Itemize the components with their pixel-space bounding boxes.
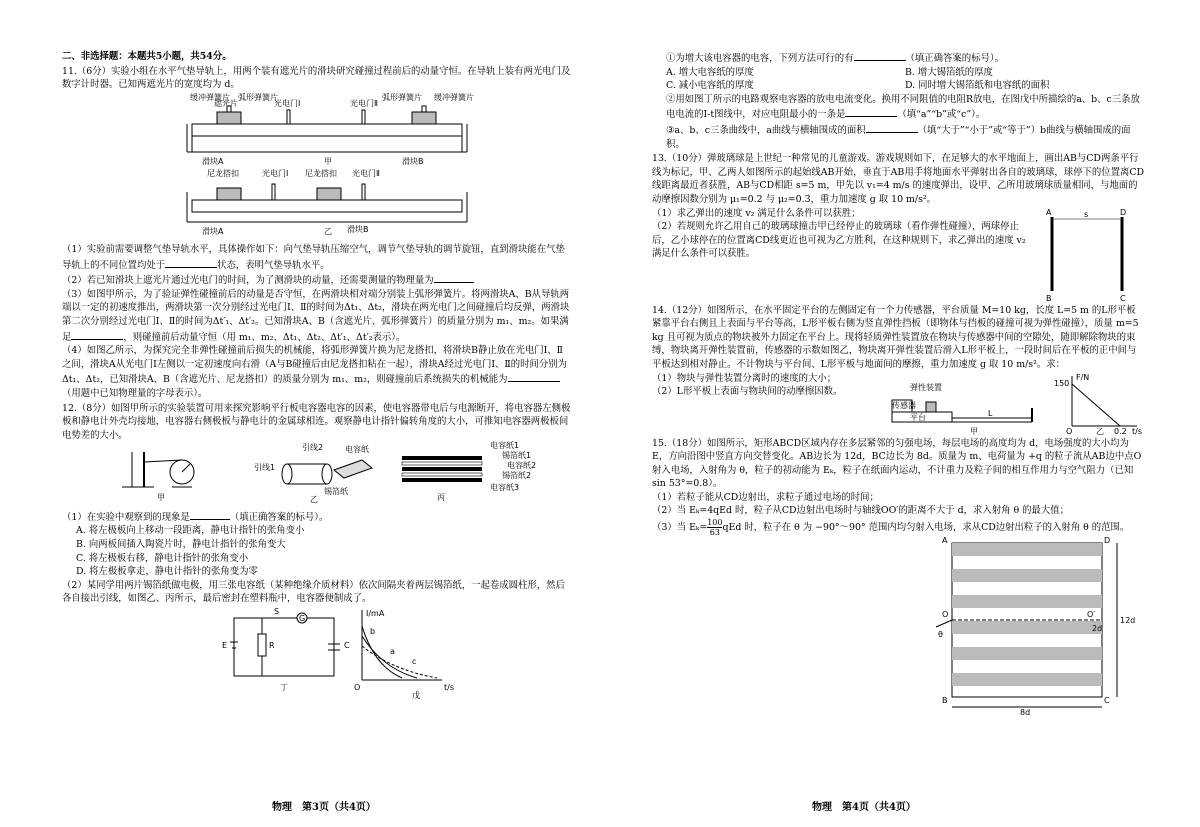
q15-part3: （3）当 Eₖ= $\frac{100}{63}$ qEd 时，粒子在 θ 为 −90°～90° 范围内均匀射入电场，求从CD边射出粒子的入射角 θ 的范围。 xyxy=(652,518,1130,538)
q14-yi-label: 乙 xyxy=(1096,426,1104,436)
q12-right-part1: ①为增大该电容器的电容，下列方法可行的有 （填正确答案的标号）。 xyxy=(652,50,1144,66)
q12-bing-tin1: 锡箔纸1 xyxy=(502,451,532,461)
footer-right: 物理 第4页（共4页） xyxy=(812,802,916,813)
q14-part2: （2）L形平板上表面与物块间的动摩擦因数。 xyxy=(652,386,843,398)
q13-intro: 13.（10分）弹玻璃球是上世纪一种常见的儿童游戏。游戏规则如下，在足够大的水平地面上，画出AB与CD两条平行线为标记，甲、乙两人如图所示的起始线AB开始，垂直于AB用手将地面水平弹射出各自的玻璃球，球停下的位置离CD线距离最近者获胜，AB与CD相距 s=5 m，甲先以 v₁=4 m/s 的速度弹出，设甲、乙所用玻璃球质量相同，与地面的动摩擦因数分别为 μ₁=0.2 与 μ₂=0.3，重力加速度 g 取 10 m/s²。 xyxy=(652,153,1145,205)
q12-right-option-b: B. 增大锡箔纸的厚度 xyxy=(905,66,993,78)
fig-label-jia: 甲 xyxy=(324,156,332,166)
q12-yi-lead1: 引线1 xyxy=(254,463,276,473)
q15-intro: 15.（18分）如图所示，矩形ABCD区域内存在多层紧邻的匀强电场，每层电场的高度均为 d，电场强度的大小均为 E，方向沿图中竖直方向交替变化。AB边长为 12d，BC边长为 8d。质量为 m、电荷量为 +q 的粒子流从AB边中点O射入电场，入射角为 θ，粒子的初动能为 Eₖ，粒子在纸面内运动，不计重力及粒子间的相互作用力与空气阻力（已知 sin 53°=0.8）。 xyxy=(652,437,1142,490)
fig-label-shutter: 遮光片 xyxy=(214,98,238,108)
q11-intro: 11.（6分）实验小组在水平气垫导轨上，用两个装有遮光片的滑块研究碰撞过程前后的动量守恒。在导轨上装有两光电门及数字计时器。已知两遮光片的宽度均为 d。 xyxy=(62,65,571,91)
q12-option-b: B. 向两板间插入陶瓷片时，静电计指针的张角变大 xyxy=(76,539,286,551)
q12-wu-c: c xyxy=(412,657,417,667)
fig-label-slider-a: 滑块A xyxy=(202,156,224,166)
q12-right-part3: ③a、b、c三条曲线中，a曲线与横轴围成的面积 （填“大于”“小于”或“等于”）b曲线与横轴围成的面积。 xyxy=(652,122,1144,151)
fig-label-slider-b: 滑块B xyxy=(402,156,424,166)
q12-wu-xlabel: t/s xyxy=(444,683,454,693)
q12-figures-bottom xyxy=(62,606,572,700)
q13-D: D xyxy=(1120,207,1127,217)
q12-option-c: C. 将左极板右移，静电计指针的张角变小 xyxy=(76,552,249,564)
q12-yi-label: 乙 xyxy=(310,495,318,505)
q12-ding-label: 丁 xyxy=(280,683,288,693)
q12-ding-G: G xyxy=(299,614,306,624)
q13-part1: （1）求乙弹出的速度 v₂ 满足什么条件可以获胜； xyxy=(652,207,861,219)
q12-bing-cap1: 电容纸1 xyxy=(490,441,520,451)
q15-D: D xyxy=(1104,536,1111,546)
right-page xyxy=(652,0,1144,827)
q13-row xyxy=(652,207,1144,303)
q12-right-option-a: A. 增大电容纸的厚度 xyxy=(666,66,754,78)
fig-yi-slider-b: 滑块B xyxy=(347,225,369,235)
q12-yi-cap-paper: 电容纸 xyxy=(345,445,369,455)
q12-wu-a: a xyxy=(390,647,395,657)
q14-row xyxy=(652,372,1144,436)
q15-theta: θ xyxy=(938,630,943,640)
q14-jia-label: 甲 xyxy=(970,426,978,436)
q15-part1: （1）若粒子能从CD边射出，求粒子通过电场的时间； xyxy=(652,491,879,503)
fig-label-velcro2: 尼龙搭扣 xyxy=(305,168,337,178)
q14-intro: 14.（12分）如图所示，在水平固定平台的左侧固定有一个力传感器，平台质量 M=10 kg，长度 L=5 m 的L形平板紧靠平台右侧且上表面与平台等高，L形平板右侧为竖直弹性挡板（即物体与挡板的碰撞可视为弹性碰撞），质量 m=5 kg 且可视为质点的物块被外力固定在平台上。现将轻质弹性装置放在物块与传感器中间的空隙处，随即解除物块的束缚，物块离开弹性装置前，传感器的示数如图乙，物块离开弹性装置后滑入L形平板上，一段时间后在平板的正中间与平板达到相对静止。不计物块与平台间、L形平板与地面间的摩擦，重力加速度 g 取 10 m/s²。求： xyxy=(652,304,1139,370)
fig-label-gate2: 光电门Ⅱ xyxy=(350,98,378,108)
q11-part4: （4）如图乙所示，为探究完全非弹性碰撞前后损失的机械能，将弧形弹簧片换为尼龙搭扣，将滑块B静止放在光电门Ⅰ、Ⅱ之间，滑块A从光电门Ⅰ左侧以一定初速度向右滑（A与B碰撞后由尼龙搭扣粘在一起），滑块A经过光电门Ⅰ、Ⅱ的时间分别为Δt₁、Δt₂，已知滑块A、B（含遮光片、尼龙搭扣）的质量分别为 m₁、m₂，则碰撞前后系统损失的机械能为（用题中已知物理量的字母表示）。 xyxy=(62,345,568,399)
q15-12d: 12d xyxy=(1120,616,1136,626)
q15-figure xyxy=(932,536,1136,718)
q12-wu-label: 戊 xyxy=(412,691,420,701)
q11-figure-jia xyxy=(62,92,572,178)
fig-yi-slider-a: 滑块A xyxy=(202,227,224,237)
q12-option-a: A. 将左极板向上移动一段距离，静电计指针的张角变小 xyxy=(76,525,305,537)
q12-wu-b: b xyxy=(370,627,376,637)
q13-s: s xyxy=(1084,209,1089,219)
q12-ding-C: C xyxy=(344,641,350,651)
q11-part3: （3）如图甲所示，为了验证弹性碰撞前后的动量是否守恒，在两滑块相对端分别装上弧形弹簧片。将两滑块A、B从导轨两端以一定的初速度推出，两滑块第一次分别经过光电门Ⅰ、Ⅱ的时间为Δt₁、Δt₂，滑块在两光电门之间碰撞后均反弹，两滑块第二次分别经过光电门Ⅰ、Ⅱ的时间为Δt′₁、Δt′₂。已知滑块A、B（含遮光片、弧形弹簧片）的质量分别为 m₁、m₂。如果满足 ，则碰撞前后动量守恒（用 m₁、m₂、Δt₁、Δt₂、Δt′₁、Δt′₂表示）。 xyxy=(62,288,570,343)
q12-yi-tin: 锡箔纸 xyxy=(324,487,348,497)
q12-bing-cap3: 电容纸3 xyxy=(490,483,520,493)
fig-yi-label: 乙 xyxy=(324,227,332,237)
q12-figures-top xyxy=(62,442,572,504)
q12-option-d: D. 将左极板拿走，静电计指针的张角变为零 xyxy=(76,566,258,578)
q15-8d: 8d xyxy=(1020,708,1031,718)
q12-bing-tin2: 锡箔纸2 xyxy=(502,471,532,481)
q13-figure xyxy=(1032,207,1142,303)
q14-yi-ytick: 150 xyxy=(1054,378,1070,388)
fig-label-arc-spring2: 弧形弹簧片 xyxy=(382,92,422,102)
q13-part2: （2）若规则允许乙用自己的玻璃球撞击甲已经停止的玻璃球（看作弹性碰撞），两球停止后，乙小球停在的位置离CD线更近也可视为乙方胜利，在这种规则下，求乙弹出的速度 v₂ 满足什么条件可以获胜。 xyxy=(652,221,1026,260)
q12-yi-lead2: 引线2 xyxy=(302,443,324,453)
q12-wu-O: O xyxy=(354,683,361,693)
q14-yi-O: O xyxy=(1066,426,1073,436)
q14-figures xyxy=(892,372,1144,436)
q15-part2: （2）当 Eₖ=4qEd 时，粒子从CD边射出电场时与轴线OO′的距离不大于 d，求入射角 θ 的最大值； xyxy=(652,505,1070,517)
q12-bing-label: 丙 xyxy=(437,493,445,503)
q14-platform: 平台 xyxy=(910,412,926,422)
q12-part1: （1）在实验中观察到的现象是 （填正确答案的标号）。 xyxy=(62,509,572,525)
fig-label-velcro: 尼龙搭扣 xyxy=(207,168,239,178)
q12-ding-S: S xyxy=(274,607,280,617)
q12-ding-R: R xyxy=(269,641,275,651)
footer-left: 物理 第3页（共4页） xyxy=(272,802,376,813)
fig-label-buffer-left: 缓冲弹簧片 xyxy=(190,92,230,102)
fig-label-arc-spring: 弧形弹簧片 xyxy=(238,92,278,102)
left-page xyxy=(62,0,572,827)
q12-right-part2: ②用如图丁所示的电路观察电容器的放电电流变化。换用不同阻值的电阻R放电，在图戊中所描绘的a、b、c三条放电电流的I-t图线中，对应电阻最小的一条是 （填“a”“b”或“c”）。 xyxy=(666,93,1140,121)
q15-A: A xyxy=(942,536,948,546)
q15-O: O xyxy=(942,610,949,620)
q12-wu-ylabel: I/mA xyxy=(366,609,385,619)
q15-O2: O′ xyxy=(1087,610,1096,620)
q12-bing-cap2: 电容纸2 xyxy=(507,461,537,471)
q13-C: C xyxy=(1120,293,1126,303)
q15-2d: 2d xyxy=(1092,624,1103,634)
q15-B: B xyxy=(942,696,948,706)
q14-L: L xyxy=(988,408,993,418)
q15-C: C xyxy=(1104,696,1110,706)
q13-B: B xyxy=(1046,293,1052,303)
q12-ding-E: E xyxy=(222,641,228,651)
q14-yi-xlabel: t/s xyxy=(1132,426,1142,436)
q13-A: A xyxy=(1046,207,1052,217)
q11-part1: （1）实验前需要调整气垫导轨水平，具体操作如下：向气垫导轨压缩空气，调节气垫导轨的调节旋钮，直到滑块能在气垫导轨上的不同位置均处于 状态，表明气垫导轨水平。 xyxy=(62,243,565,271)
q14-spring: 弹性装置 xyxy=(910,382,942,392)
q12-fig-jia-label: 甲 xyxy=(157,493,165,503)
fig-label-gate1: 光电门Ⅰ xyxy=(274,98,301,108)
q14-yi-ylabel: F/N xyxy=(1076,372,1090,382)
q12-intro: 12.（8分）如图甲所示的实验装置可用来探究影响平行板电容器电容的因素，使电容器带电后与电源断开，将电容器左侧极板和静电计外壳均接地，电容器右侧极板与静电计的金属球相连。观察静电计指针偏转角度的大小，可推知电容器两极板间电势差的大小。 xyxy=(62,402,571,441)
q12-right-option-d: D. 同时增大锡箔纸和电容纸的面积 xyxy=(905,80,1050,92)
q11-figure-yi xyxy=(62,182,572,238)
section-title: 二、非选择题：本题共5小题，共54分。 xyxy=(62,51,232,62)
q12-right-option-c: C. 减小电容纸的厚度 xyxy=(666,80,754,92)
fig-label-buffer-right: 缓冲弹簧片 xyxy=(434,92,474,102)
q14-part1: （1）物块与弹性装置分离时的速度的大小； xyxy=(652,372,837,384)
q12-right-options xyxy=(652,66,1144,93)
fig-label-yi-gate1: 光电门Ⅰ xyxy=(262,168,289,178)
q11-part2: （2）若已知滑块上遮光片通过光电门的时间，为了测滑块的动量，还需要测量的物理量为 xyxy=(62,272,572,288)
q14-yi-xtick: 0.2 xyxy=(1114,426,1127,436)
q14-sensor: 传感器 xyxy=(892,400,916,410)
q12-part2: （2）某同学用两片锡箔纸做电极，用三张电容纸（某种绝缘介质材料）依次间隔夹着两层锡箔纸，一起卷成圆柱形，然后各自接出引线，如图乙、丙所示，最后密封在塑料瓶中，电容器便制成了。 xyxy=(62,579,565,605)
fig-label-yi-gate2: 光电门Ⅱ xyxy=(352,168,380,178)
